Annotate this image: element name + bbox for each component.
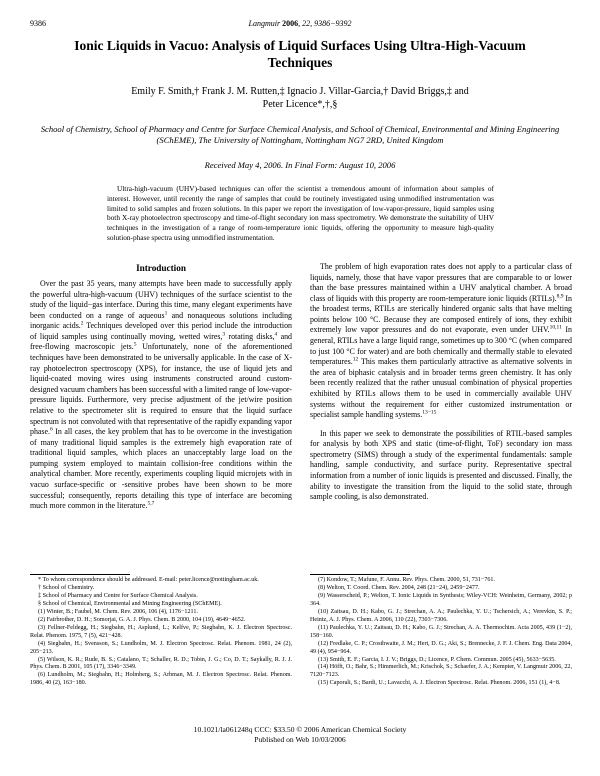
reference-item: (9) Wasserscheid, P.; Welton, T. Ionic Liquids in Synthesis; Wiley-VCH: Weinheim, Germany, 2002; p 364. (310, 592, 572, 607)
reference-item: (5) Wilson, K. R.; Rude, B. S.; Catalano, T.; Schaller, R. D.; Tobin, J. G.; Co, D. T.; Saykally, R. J. J. Phys. Chem. B 2001, 105 (17), 3346−3349. (30, 656, 292, 671)
reference-item: (6) Lundholm, M.; Siegbahn, H.; Holmberg, S.; Arbman, M. J. Electron Spectrosc. Relat. Phenom. 1986, 40 (2), 163−180. (30, 672, 292, 687)
reference-item: (11) Paulechka, Y. U.; Zaitsau, D. H.; Kabo, G. J.; Strechan, A. A. Thermochim. Acta 2005, 439 (1−2), 158−160. (310, 624, 572, 639)
footnote-item: ‡ School of Pharmacy and Centre for Surface Chemical Analysis. (38, 592, 198, 599)
footnotes-right (310, 577, 572, 688)
intro-paragraph-2: The problem of high evaporation rates does not apply to a particular class of liquids, namely, those that have vapor pressures that are comparable to or lower than the base pressures maintained within a UHV analytical chamber. A broad class of liquids with this property are room-temperature ionic liquids (RTILs).$^{8,9}$ In the broadest terms, RTILs are sterically hindered organic salts that have melting points below 100 °C. Because they are composed entirely of ions, they exhibit extremely low vapor pressures and do not evaporate, even under UHV.$^{10,11}$ In general, RTILs have a large liquid range, sometimes up to 300 °C (when compared to just 100 °C for water) and are both chemically and thermally stable to elevated temperatures.$^{12}$ This makes them particularly attractive as alternative solvents in the area of biphasic catalysis and in broader terms green chemistry. It has only been recently realized that the rather unusual combination of physical properties exhibited by RTILs allows them to be used in commercially available UHV systems without the requirement for either customized instrumentation or specialist sample handling systems.$^{13-15}$ (310, 262, 573, 420)
article-title: Ionic Liquids in Vacuo: Analysis of Liquid Surfaces Using Ultra-High-Vacuum Techniques (74, 38, 526, 70)
received-dates: Received May 4, 2006. In Final Form: August 10, 2006 (204, 160, 396, 170)
reference-item: (14) Höfft, O.; Bahr, S.; Himmerlich, M.; Krischok, S.; Schaefer, J. A.; Kempter, V. Langmuir 2006, 22, 7120−7123. (310, 664, 572, 679)
reference-item: (12) Fredlake, C. P.; Crosthwaite, J. M.; Hert, D. G.; Aki, S.; Brennecke, J. F. J. Chem. Eng. Data 2004, 49 (4), 954−964. (310, 640, 572, 655)
journal-header (0, 19, 600, 28)
reference-item: (1) Winter, B.; Faubel, M. Chem. Rev. 2006, 106 (4), 1176−1211. (38, 608, 198, 615)
page-footer (0, 725, 600, 745)
page-number: 9386 (30, 19, 46, 28)
left-column (30, 262, 292, 512)
journal-name: Langmuir (248, 19, 281, 28)
reference-item: (3) Fellner-Feldegg, H.; Siegbahn, H.; Asplund, L.; Kelfve, P.; Siegbahn, K. J. Electron Spectrosc. Relat. Phenom. 1975, 7 (5), 421−428. (30, 624, 292, 639)
footnote-item: * To whom correspondence should be addressed. E-mail: peter.licence@nottingham.ac.uk. (38, 577, 259, 583)
affiliation: School of Chemistry, School of Pharmacy and Centre for Surface Chemical Analysis, and School of Chemical, Environmental and Mining Engineering (SChEME), The University of Nottingham, Nottingham NG7 2RD, United Kingdom (40, 124, 560, 146)
abstract: Ultra-high-vacuum (UHV)-based techniques can offer the scientist a tremendous amount of information about samples of interest. However, until recently the range of samples that could be routinely investigated using unmodified instrumentation was limited to solid samples and frozen solutions. In this paper we report the investigation of low-vapor-pressure, liquid samples using both X-ray photoelectron spectroscopy and time-of-flight secondary ion mass spectrometry. We demonstrate the suitability of UHV techniques in the investigation of a range of room-temperature ionic liquids, offering the opportunity to measure high-quality solution-phase spectra using unmodified instrumentation. (107, 184, 494, 242)
footnote-rule-right (310, 574, 410, 575)
journal-year: 2006 (282, 19, 299, 28)
reference-item: (15) Caporali, S.; Bardi, U.; Lavacchi, A. J. Electron Spectrosc. Relat. Phenom. 2006, 151 (1), 4−8. (318, 680, 561, 687)
footnote-item: § School of Chemical, Environmental and Mining Engineering (SChEME). (38, 600, 222, 607)
section-heading-introduction: Introduction (136, 263, 186, 273)
intro-paragraph-3: In this paper we seek to demonstrate the possibilities of RTIL-based samples for analysis by both XPS and static (time-of-flight, ToF) secondary ion mass spectrometry (SIMS) through a study of the experimental fundamentals: sample handling, sample conductivity, and surface purity. Representative spectral information from a number of ionic liquids is presented and discussed. Finally, the ability to investigate the transition from the liquid to the solid state, through sample cooling, is also demonstrated. (310, 428, 572, 502)
doi-copyright: 10.1021/la061248q CCC: $33.50 © 2006 American Chemical Society (193, 725, 407, 734)
author-list (60, 85, 540, 111)
author-line-2: Peter Licence*,†,§ (262, 99, 338, 110)
footnote-item: † School of Chemistry. (38, 584, 95, 591)
intro-paragraph-1: Over the past 35 years, many attempts have been made to successfully apply the powerful ultra-high-vacuum (UHV) techniques of the surface scientist to the study of the liquid−gas interface. During this time, many elegant experiments have been conducted on a range of aqueous$^1$ and nonaqueous solutions including inorganic acids.$^2$ Techniques developed over this period include the introduction of liquid samples using continually moving, wetted wires,$^3$ rotating disks,$^4$ and free-flowing macroscopic jets.$^5$ Unfortunately, none of the aforementioned techniques have been demonstrated to be universally applicable. In the case of X-ray photoelectron spectroscopy (XPS), for instance, the use of liquid jets and liquid-coated moving wires using instruments constructed around custom-designed vacuum chambers has been successful with a limited range of low-vapor-pressure liquids. Furthermore, very precise adjustment of the jet/wire position relative to the spectrometer slit is required to ensure that the liquid surface spectrum is not convoluted with that representative of the rapidly expanding vapor phase.$^6$ In all cases, the key problem that has to be overcome in the investigation of many traditional liquid samples is the extremely high evaporation rate of traditional liquid samples, which places an unacceptably large load on the pumping system employed to maintain collision-free conditions within the analytical chamber. More recently, experiments coupling liquid microjets with in vacuo surface-specific or -sensitive probes have been shown to be more successful; consequently, reports detailing this type of interface are becoming much more common in the literature.$^{5,7}$ (30, 279, 292, 511)
right-column (310, 262, 572, 503)
reference-item: (13) Smith, E. F.; Garcia, I. J. V.; Briggs, D.; Licence, P. Chem. Commun. 2005 (45), 5633−5635. (318, 656, 556, 663)
reference-item: (2) Fairbrother, D. H.; Somorjai, G. A. J. Phys. Chem. B 2000, 104 (19), 4649−4652. (38, 616, 246, 623)
reference-item: (7) Kondow, T.; Mafune, F. Annu. Rev. Phys. Chem. 2000, 51, 731−761. (318, 577, 495, 583)
reference-item: (8) Welton, T. Coord. Chem. Rev. 2004, 248 (21−24), 2459−2477. (318, 584, 480, 591)
author-line-1: Emily F. Smith,† Frank J. M. Rutten,‡ Ignacio J. Villar-Garcia,† David Briggs,‡ and (131, 86, 469, 97)
footnote-rule-left (30, 574, 130, 575)
journal-volume-pages: , 22, 9386−9392 (298, 19, 352, 28)
publication-date: Published on Web 10/03/2006 (254, 735, 346, 744)
reference-item: (10) Zaitsau, D. H.; Kabo, G. J.; Strechan, A. A.; Paulechka, Y. U.; Tschersich, A.; Verevkin, S. P.; Heintz, A. J. Phys. Chem. A 2006, 110 (22), 7303−7306. (310, 608, 572, 623)
footnotes-left (30, 577, 292, 688)
reference-item: (4) Siegbahn, H.; Svensson, S.; Lundholm, M. J. Electron Spectrosc. Relat. Phenom. 1981, 24 (2), 205−213. (30, 640, 292, 655)
